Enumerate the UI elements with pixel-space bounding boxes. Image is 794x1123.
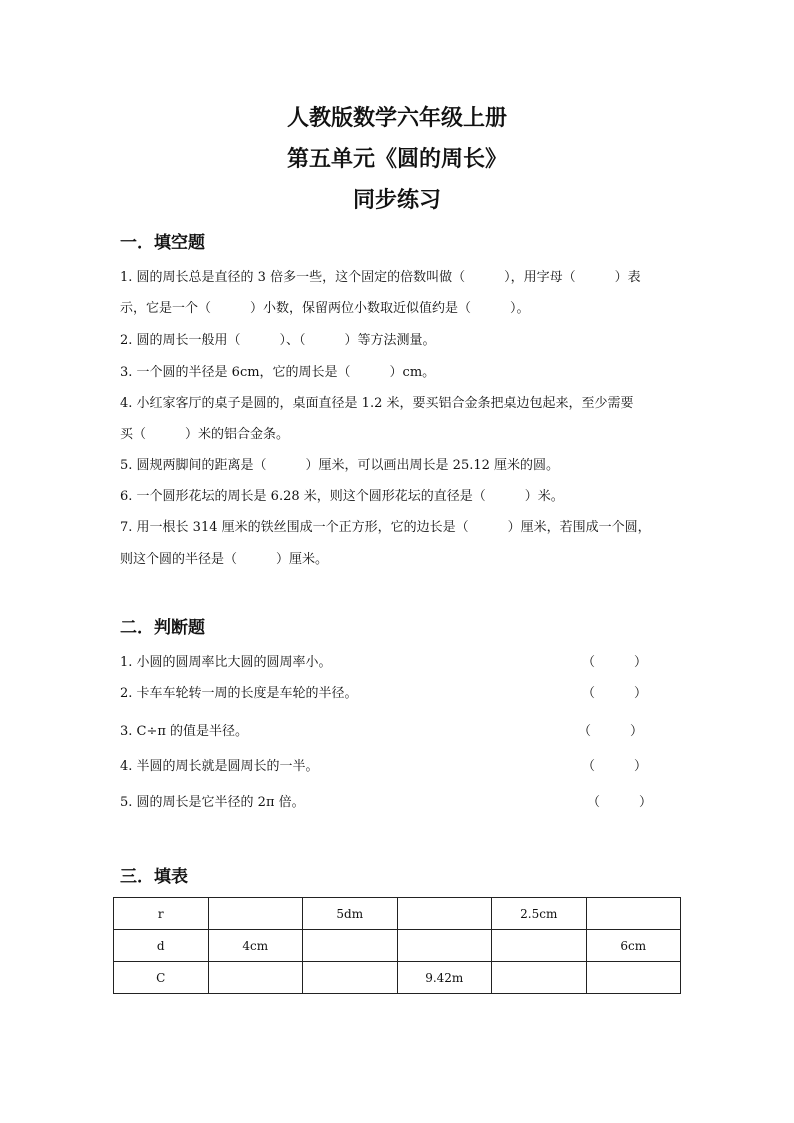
table-cell[interactable]: 5dm [303,898,398,930]
fill-blank-line: 则这个圆的半径是（ ）厘米。 [120,552,329,567]
table-row [114,962,681,994]
judge-answer-bracket: （ ） [582,655,648,670]
table-cell[interactable]: d [114,930,209,962]
fill-blank-line: 3. 一个圆的半径是 6cm，它的周长是（ ）cm。 [120,365,436,380]
table-cell[interactable] [303,930,398,962]
table-cell[interactable] [586,962,681,994]
table-cell[interactable] [208,962,303,994]
judge-item-text: 1. 小圆的圆周率比大圆的圆周率小。 [120,655,332,670]
table-cell[interactable] [492,962,587,994]
table-cell[interactable] [397,898,492,930]
judge-answer-bracket: （ ） [587,795,653,810]
judge-answer-bracket: （ ） [582,759,648,774]
fill-blank-line: 6. 一个圆形花坛的周长是 6.28 米，则这个圆形花坛的直径是（ ）米。 [120,489,564,504]
table-cell[interactable] [303,962,398,994]
fill-blank-line: 5. 圆规两脚间的距离是（ ）厘米，可以画出周长是 25.12 厘米的圆。 [120,458,560,473]
doc-title-3: 同步练习 [352,187,441,213]
table-cell[interactable] [586,898,681,930]
judge-answer-bracket: （ ） [582,686,648,701]
section-title-true-false: 二．判断题 [120,618,205,638]
section-title-fill-blank: 一．填空题 [120,233,205,253]
fill-blank-line: 2. 圆的周长一般用（ ）、（ ）等方法测量。 [120,333,436,348]
judge-item-text: 2. 卡车车轮转一周的长度是车轮的半径。 [120,686,358,701]
table-row [114,930,681,962]
table-cell[interactable] [208,898,303,930]
table-cell[interactable]: 2.5cm [492,898,587,930]
judge-answer-bracket: （ ） [578,724,644,739]
circle-values-table [113,897,681,994]
judge-item-text: 5. 圆的周长是它半径的 2π 倍。 [120,795,305,810]
fill-blank-line: 买（ ）米的铝合金条。 [120,427,290,442]
judge-item-text: 4. 半圆的周长就是圆周长的一半。 [120,759,319,774]
section-title-fill-table: 三．填表 [120,867,188,887]
table-cell[interactable]: 6cm [586,930,681,962]
table-cell[interactable]: 4cm [208,930,303,962]
table-cell[interactable]: C [114,962,209,994]
fill-blank-line: 1. 圆的周长总是直径的 3 倍多一些，这个固定的倍数叫做（ ），用字母（ ）表 [120,270,641,285]
table-cell[interactable]: 9.42m [397,962,492,994]
table-cell[interactable] [397,930,492,962]
fill-blank-line: 4. 小红家客厅的桌子是圆的，桌面直径是 1.2 米，要买铝合金条把桌边包起来，至少需要 [120,396,634,411]
table-row [114,898,681,930]
fill-blank-line: 7. 用一根长 314 厘米的铁丝围成一个正方形，它的边长是（ ）厘米，若围成一个圆， [120,520,651,535]
doc-title-2: 第五单元《圆的周长》 [286,146,507,172]
table-cell[interactable]: r [114,898,209,930]
judge-item-text: 3. C÷π 的值是半径。 [120,724,249,739]
table-cell[interactable] [492,930,587,962]
doc-title-1: 人教版数学六年级上册 [286,105,507,131]
fill-blank-line: 示，它是一个（ ）小数，保留两位小数取近似值约是（ ）。 [120,301,530,316]
